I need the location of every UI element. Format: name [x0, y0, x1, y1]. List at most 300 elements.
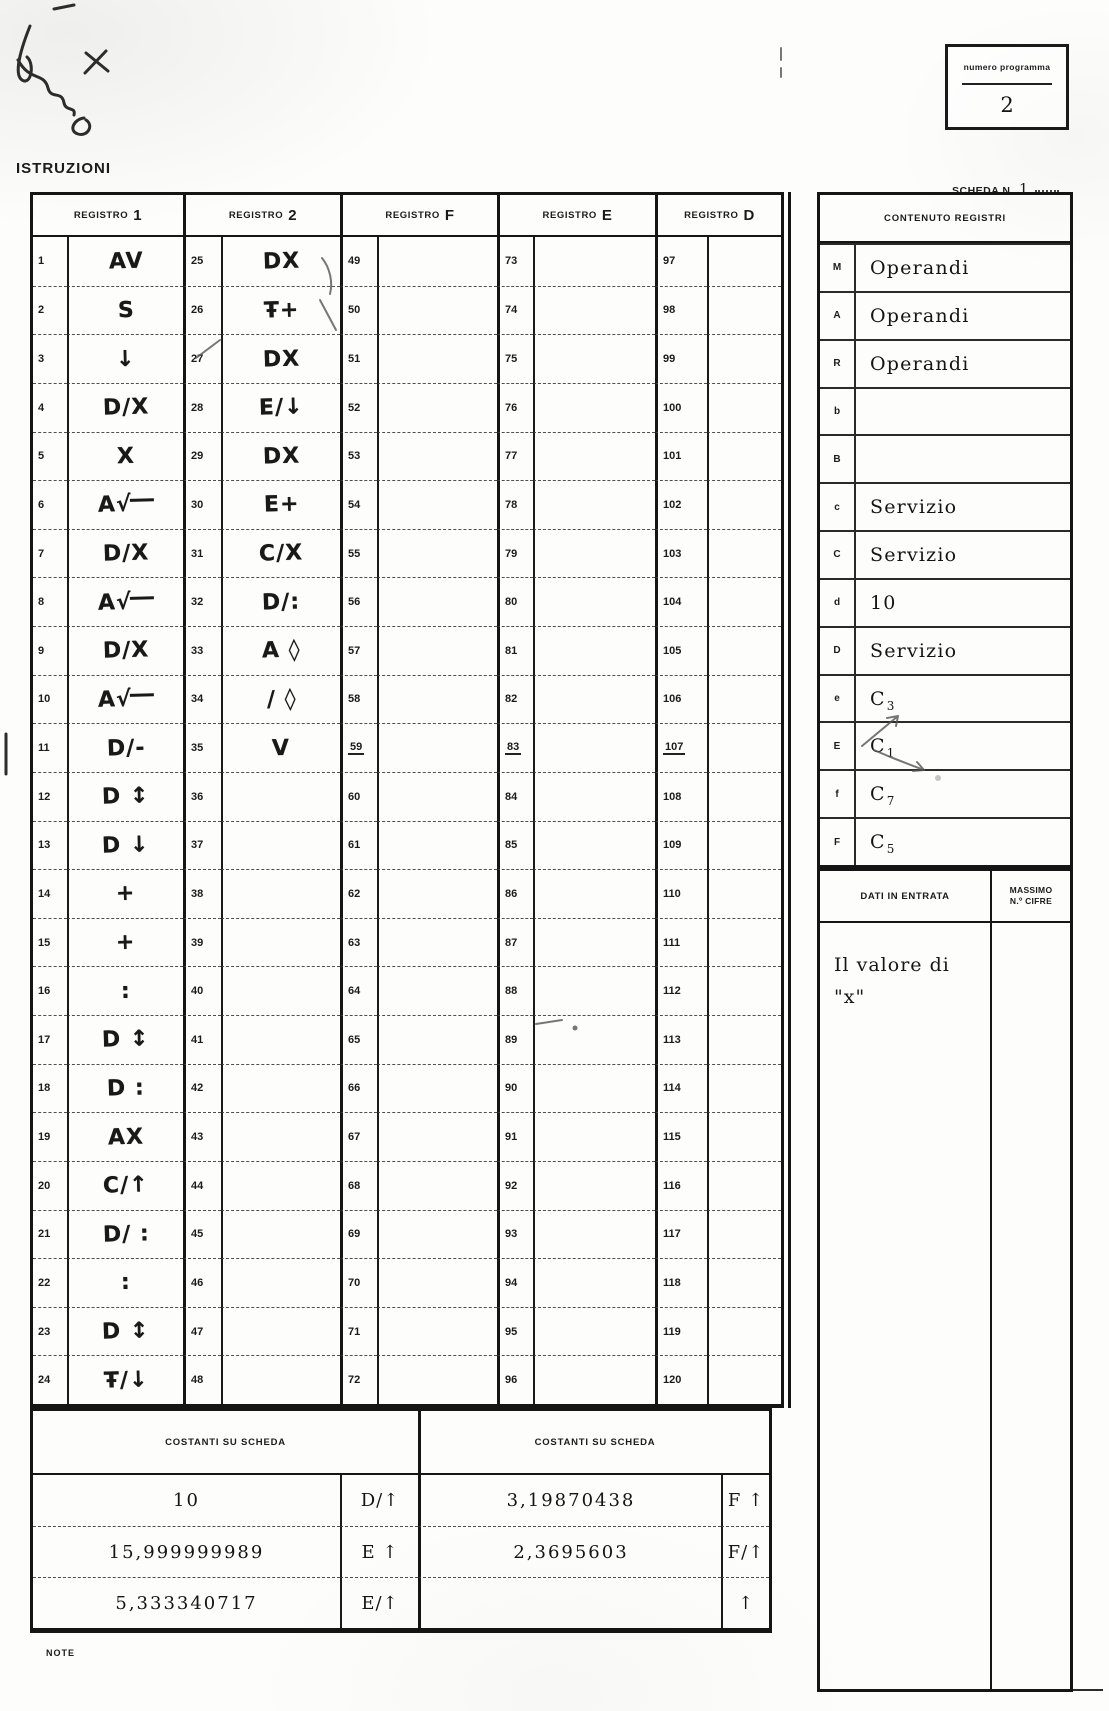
row-number-cell: [497, 821, 533, 870]
register-value-text: Operandi: [870, 352, 970, 375]
costante-value: 3,19870438: [418, 1475, 721, 1526]
instruction-code: E+: [263, 491, 300, 518]
row-number: 19: [38, 1131, 51, 1144]
costante-code: F ↑: [721, 1475, 769, 1526]
row-number-cell: [340, 286, 377, 335]
instruction-cell: [707, 869, 781, 918]
row-number: 80: [505, 596, 518, 609]
row-number-cell: [183, 1355, 221, 1404]
row-number-cell: [340, 480, 377, 529]
scheda-label: SCHEDA N.: [952, 185, 1014, 197]
instruction-cell: [67, 821, 183, 870]
row-number-cell: [33, 869, 67, 918]
register-value: [854, 674, 1070, 722]
row-number: 75: [505, 353, 518, 366]
row-number-cell: [33, 480, 67, 529]
instruction-cell: [377, 1307, 497, 1356]
row-number: 90: [505, 1082, 518, 1095]
row-number-cell: [497, 1258, 533, 1307]
instruction-code: A√: [98, 686, 154, 712]
numero-programma-label: numero programma: [962, 47, 1052, 85]
row-number: 71: [348, 1325, 361, 1338]
row-number-cell: [340, 723, 377, 772]
instruction-cell: [221, 577, 340, 626]
row-number-cell: [340, 432, 377, 481]
row-number-cell: [33, 1210, 67, 1259]
instruction-cell: [707, 432, 781, 481]
instruction-cell: [67, 626, 183, 675]
row-number-cell: [183, 286, 221, 335]
row-number: 86: [505, 887, 518, 900]
row-number: 58: [348, 693, 361, 706]
instruction-code: A ◊: [261, 637, 302, 664]
instruction-table: [30, 192, 784, 1408]
instruction-cell: [221, 772, 340, 821]
register-key: A: [820, 291, 854, 339]
row-number: 12: [38, 790, 51, 803]
instruction-code: D/-: [106, 735, 146, 762]
row-number-cell: [33, 577, 67, 626]
row-number-cell: [655, 529, 707, 578]
row-number: 79: [505, 547, 518, 560]
instruction-code: / ◊: [266, 686, 297, 713]
row-number-cell: [497, 918, 533, 967]
instruction-cell: [67, 1210, 183, 1259]
row-number-cell: [33, 821, 67, 870]
instruction-code: +: [115, 881, 137, 907]
row-number-cell: [183, 383, 221, 432]
row-number: 99: [663, 353, 676, 366]
row-number-cell: [497, 1112, 533, 1161]
instruction-cell: [707, 1161, 781, 1210]
row-number: 9: [38, 644, 45, 657]
numero-programma-box: [945, 44, 1069, 130]
row-number: 39: [191, 936, 204, 949]
row-number: 93: [505, 1228, 518, 1241]
row-number-cell: [33, 237, 67, 286]
row-number: 1: [38, 255, 45, 268]
instruction-cell: [67, 334, 183, 383]
row-number-cell: [183, 772, 221, 821]
register-value-text: Servizio: [870, 496, 958, 519]
register-value-text: C: [870, 831, 886, 854]
instruction-cell: [707, 675, 781, 724]
instruction-cell: [533, 1210, 655, 1259]
registro-header-label: REGISTRO: [684, 209, 739, 221]
instruction-cell: [67, 237, 183, 286]
instruction-cell: [377, 334, 497, 383]
dati-value-line2: "x": [834, 986, 866, 1009]
row-number-cell: [33, 1258, 67, 1307]
row-number: 65: [348, 1033, 361, 1046]
registro-column-header: [183, 195, 340, 237]
row-number: 8: [38, 596, 45, 609]
register-value-text: C: [870, 687, 886, 710]
row-number: 113: [663, 1033, 681, 1046]
instruction-cell: [377, 1015, 497, 1064]
row-number: 84: [505, 790, 518, 803]
row-number: 32: [191, 596, 204, 609]
register-key: M: [820, 243, 854, 291]
instruction-cell: [707, 772, 781, 821]
row-number: 36: [191, 790, 204, 803]
contenuto-registri-title: CONTENUTO REGISTRI: [820, 195, 1070, 243]
row-number: 26: [191, 304, 204, 317]
row-number-cell: [340, 1161, 377, 1210]
row-number: 82: [505, 693, 518, 706]
row-number-cell: [33, 1112, 67, 1161]
row-number-cell: [33, 334, 67, 383]
massimo-cifre-header: [990, 871, 1070, 923]
row-number: 94: [505, 1276, 518, 1289]
instruction-cell: [221, 286, 340, 335]
register-value: [854, 387, 1070, 435]
row-number: 87: [505, 936, 518, 949]
row-number-cell: [655, 1015, 707, 1064]
row-number-cell: [183, 480, 221, 529]
sqrt-vinculum: [130, 596, 154, 600]
row-number-cell: [655, 432, 707, 481]
instruction-cell: [707, 966, 781, 1015]
registro-header-register: 1: [133, 206, 143, 224]
row-number: 21: [38, 1228, 51, 1241]
row-number: 4: [38, 401, 45, 414]
registro-column-header: [33, 195, 183, 237]
row-number-cell: [33, 1161, 67, 1210]
instruction-cell: [377, 675, 497, 724]
row-number: 38: [191, 887, 204, 900]
row-number: 16: [38, 985, 51, 998]
row-number: 89: [505, 1033, 518, 1046]
row-number: 66: [348, 1082, 361, 1095]
register-value: [854, 721, 1070, 769]
costante-code: F/↑: [721, 1526, 769, 1577]
instruction-cell: [707, 286, 781, 335]
register-key: B: [820, 434, 854, 482]
instruction-code: C/↑: [102, 1172, 150, 1199]
row-number-cell: [497, 675, 533, 724]
row-number: 52: [348, 401, 361, 414]
row-number: 108: [663, 790, 682, 803]
costante-code: E ↑: [340, 1526, 418, 1577]
row-number: 33: [191, 644, 204, 657]
instruction-cell: [707, 821, 781, 870]
row-number-cell: [33, 918, 67, 967]
scribble-stroke: [73, 118, 90, 134]
row-number-cell: [655, 772, 707, 821]
instruction-code: AV: [108, 248, 144, 275]
instruction-cell: [377, 626, 497, 675]
row-number-cell: [340, 675, 377, 724]
row-number-cell: [183, 1161, 221, 1210]
instruction-cell: [377, 383, 497, 432]
row-number: 14: [38, 887, 51, 900]
row-number-cell: [340, 1258, 377, 1307]
scribble-stroke: [18, 26, 31, 81]
row-number-cell: [655, 869, 707, 918]
row-number-cell: [183, 1112, 221, 1161]
row-number-cell: [33, 383, 67, 432]
instruction-cell: [533, 529, 655, 578]
register-value-text: C: [870, 735, 886, 758]
instruction-cell: [67, 383, 183, 432]
row-number: 69: [348, 1228, 361, 1241]
row-number: 110: [663, 887, 681, 900]
row-number-cell: [340, 1112, 377, 1161]
row-number: 83: [507, 741, 520, 754]
row-number-cell: [33, 675, 67, 724]
row-number: 109: [663, 839, 682, 852]
sqrt-vinculum: [130, 693, 154, 697]
row-number: 103: [663, 547, 682, 560]
row-number-cell: [497, 529, 533, 578]
row-number-cell: [340, 529, 377, 578]
instruction-cell: [377, 577, 497, 626]
instruction-cell: [377, 1210, 497, 1259]
instruction-cell: [221, 869, 340, 918]
row-number: 119: [663, 1325, 681, 1338]
instruction-cell: [377, 723, 497, 772]
row-number: 57: [348, 644, 361, 657]
row-number-cell: [497, 286, 533, 335]
row-number: 3: [38, 353, 45, 366]
instruction-cell: [377, 821, 497, 870]
row-number-cell: [340, 869, 377, 918]
row-number: 98: [663, 304, 676, 317]
row-number-cell: [340, 383, 377, 432]
row-number: 112: [663, 985, 681, 998]
instruction-cell: [377, 237, 497, 286]
instruction-cell: [67, 432, 183, 481]
contenuto-registri-panel: [817, 192, 1073, 868]
row-number: 29: [191, 450, 204, 463]
page-title: ISTRUZIONI: [16, 160, 111, 177]
row-number-cell: [33, 966, 67, 1015]
instruction-cell: [707, 577, 781, 626]
instruction-cell: [533, 480, 655, 529]
row-number-cell: [183, 966, 221, 1015]
row-number: 76: [505, 401, 518, 414]
instruction-cell: [707, 1355, 781, 1404]
instruction-cell: [221, 383, 340, 432]
instruction-cell: [533, 1307, 655, 1356]
row-number: 105: [663, 644, 682, 657]
note-label: NOTE: [46, 1648, 76, 1658]
row-number: 50: [348, 304, 361, 317]
row-number: 61: [348, 839, 361, 852]
row-number: 64: [348, 985, 361, 998]
row-number-cell: [497, 1210, 533, 1259]
row-number-cell: [655, 626, 707, 675]
instruction-code: S: [117, 297, 135, 324]
row-number: 53: [348, 450, 361, 463]
row-number-cell: [183, 237, 221, 286]
instruction-cell: [221, 626, 340, 675]
row-number: 54: [348, 498, 361, 511]
row-number-cell: [497, 869, 533, 918]
instruction-cell: [377, 966, 497, 1015]
row-number-cell: [33, 772, 67, 821]
instruction-cell: [707, 480, 781, 529]
costanti-left-title: COSTANTI SU SCHEDA: [33, 1411, 418, 1475]
row-number: 96: [505, 1374, 518, 1387]
row-number: 17: [38, 1033, 51, 1046]
instruction-cell: [221, 966, 340, 1015]
massimo-line1: MASSIMO: [1009, 884, 1053, 895]
register-value: [854, 243, 1070, 291]
dati-value-line1: Il valore di: [834, 954, 950, 976]
row-number-cell: [497, 577, 533, 626]
instruction-cell: [221, 821, 340, 870]
instruction-cell: [221, 480, 340, 529]
row-number: 100: [663, 401, 682, 414]
instruction-cell: [67, 529, 183, 578]
register-value: [854, 817, 1070, 865]
instruction-cell: [707, 529, 781, 578]
instruction-code: ↓: [115, 346, 137, 372]
instruction-code: +: [115, 929, 137, 956]
row-number: 85: [505, 839, 518, 852]
row-number-cell: [183, 1210, 221, 1259]
massimo-cifre-cell: [990, 923, 1070, 1689]
row-number-cell: [183, 1258, 221, 1307]
row-number: 35: [191, 742, 204, 755]
instruction-cell: [707, 1307, 781, 1356]
row-number: 60: [348, 790, 361, 803]
row-number-cell: [655, 383, 707, 432]
instruction-cell: [707, 723, 781, 772]
row-number: 91: [505, 1131, 518, 1144]
row-number-cell: [340, 1210, 377, 1259]
row-number-cell: [497, 1015, 533, 1064]
register-value-subscript: 3: [886, 698, 896, 713]
row-number: 81: [505, 644, 518, 657]
row-number-cell: [33, 723, 67, 772]
instruction-cell: [377, 286, 497, 335]
row-number: 43: [191, 1131, 204, 1144]
costante-code: E/↑: [340, 1577, 418, 1628]
sqrt-vinculum: [130, 499, 154, 503]
instruction-code: D ↕: [101, 1026, 150, 1053]
row-number: 7: [38, 547, 45, 560]
instruction-cell: [67, 1161, 183, 1210]
instruction-code: A√: [98, 589, 154, 615]
instruction-code: AX: [107, 1124, 145, 1151]
instruction-cell: [533, 1064, 655, 1113]
instruction-cell: [377, 1258, 497, 1307]
instruction-cell: [221, 1064, 340, 1113]
instruction-cell: [377, 1355, 497, 1404]
dati-in-entrata-header: DATI IN ENTRATA: [820, 871, 990, 923]
row-number-cell: [33, 1064, 67, 1113]
row-number: 44: [191, 1179, 204, 1192]
instruction-cell: [221, 237, 340, 286]
register-key: e: [820, 674, 854, 722]
row-number: 101: [663, 450, 682, 463]
row-number-cell: [33, 1307, 67, 1356]
row-number: 88: [505, 985, 518, 998]
instruction-cell: [707, 1258, 781, 1307]
row-number: 45: [191, 1228, 204, 1241]
row-number: 48: [191, 1374, 204, 1387]
instruction-cell: [707, 383, 781, 432]
instruction-cell: [533, 626, 655, 675]
instruction-cell: [221, 1161, 340, 1210]
row-number: 59: [350, 741, 363, 754]
row-number: 111: [663, 936, 681, 949]
register-value: [854, 578, 1070, 626]
row-number-cell: [340, 918, 377, 967]
instruction-code: D :: [106, 1075, 146, 1102]
registro-header-register: 2: [288, 206, 298, 224]
row-number: 115: [663, 1131, 681, 1144]
row-number-cell: [497, 237, 533, 286]
instruction-code: :: [120, 978, 132, 1004]
row-number: 72: [348, 1374, 361, 1387]
registro-header-label: REGISTRO: [73, 209, 129, 221]
row-number: 68: [348, 1179, 361, 1192]
instruction-cell: [377, 1064, 497, 1113]
row-number-cell: [33, 1015, 67, 1064]
register-value: [854, 626, 1070, 674]
row-number-cell: [33, 432, 67, 481]
instruction-code: DX: [262, 248, 301, 275]
instruction-cell: [67, 577, 183, 626]
instruction-cell: [221, 529, 340, 578]
instruction-cell: [533, 675, 655, 724]
row-number: 13: [38, 839, 51, 852]
row-number: 25: [191, 255, 204, 268]
row-number-cell: [655, 723, 707, 772]
instruction-cell: [67, 480, 183, 529]
instruction-cell: [67, 1015, 183, 1064]
costante-value: 5,333340717: [33, 1577, 340, 1628]
row-number-cell: [340, 626, 377, 675]
instruction-cell: [221, 1015, 340, 1064]
row-number-cell: [497, 480, 533, 529]
row-number: 41: [191, 1033, 204, 1046]
row-number: 28: [191, 401, 204, 414]
instruction-cell: [221, 1307, 340, 1356]
instruction-code: A√: [98, 492, 154, 518]
row-number: 78: [505, 498, 518, 511]
instruction-cell: [707, 1112, 781, 1161]
instruction-cell: [221, 723, 340, 772]
register-value-text: Servizio: [870, 639, 958, 662]
row-number-cell: [655, 334, 707, 383]
instruction-cell: [533, 821, 655, 870]
row-number: 34: [191, 693, 204, 706]
instruction-cell: [67, 966, 183, 1015]
row-number: 42: [191, 1082, 204, 1095]
instruction-cell: [533, 772, 655, 821]
row-number-cell: [655, 286, 707, 335]
instruction-code: D/:: [262, 589, 301, 616]
row-number: 22: [38, 1276, 51, 1289]
register-value: [854, 291, 1070, 339]
instruction-cell: [707, 237, 781, 286]
row-number-cell: [33, 286, 67, 335]
instruction-code: D/ :: [102, 1221, 150, 1248]
row-number: 92: [505, 1179, 518, 1192]
row-number: 62: [348, 887, 361, 900]
costante-code: D/↑: [340, 1475, 418, 1526]
row-number-cell: [340, 237, 377, 286]
instruction-cell: [533, 1112, 655, 1161]
row-number: 15: [38, 936, 51, 949]
instruction-code: D ↓: [101, 832, 150, 859]
register-key: R: [820, 339, 854, 387]
